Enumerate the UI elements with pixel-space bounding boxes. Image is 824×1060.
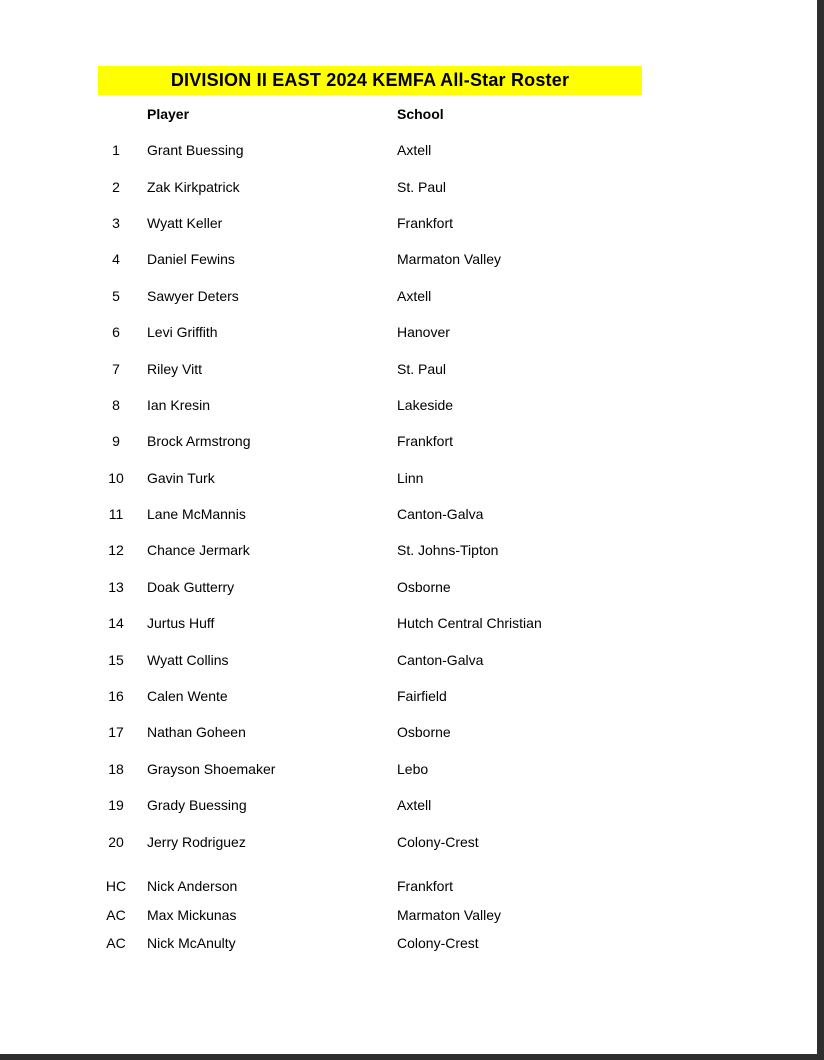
table-row — [98, 823, 718, 859]
player-school: Hutch Central Christian — [397, 615, 542, 632]
player-name: Levi Griffith — [147, 324, 218, 341]
table-row — [98, 278, 718, 314]
title-highlight — [98, 66, 642, 95]
player-name: Riley Vitt — [147, 360, 202, 377]
player-number: 3 — [112, 214, 120, 231]
player-school: Axtell — [397, 797, 432, 814]
table-row — [98, 132, 718, 168]
player-number: 7 — [112, 360, 120, 377]
table-row — [98, 168, 718, 204]
player-name: Chance Jermark — [147, 542, 250, 559]
table-row — [98, 678, 718, 714]
player-name: Grant Buessing — [147, 142, 244, 159]
player-name: Daniel Fewins — [147, 251, 235, 268]
coach-role: AC — [106, 906, 126, 923]
player-name: Jerry Rodriguez — [147, 833, 246, 850]
table-row — [98, 901, 718, 930]
player-number: 16 — [108, 688, 124, 705]
coach-name: Nick Anderson — [147, 878, 238, 895]
player-name: Doak Gutterry — [147, 578, 235, 595]
page-edge-right — [817, 0, 824, 1060]
player-column-header: Player — [147, 106, 190, 122]
school-column-header: School — [397, 106, 444, 122]
player-school: Osborne — [397, 724, 451, 741]
player-school: Axtell — [397, 287, 432, 304]
coach-school: Frankfort — [397, 878, 454, 895]
player-number: 10 — [108, 469, 124, 486]
player-school: Lebo — [397, 760, 429, 777]
table-row — [98, 787, 718, 823]
player-name: Gavin Turk — [147, 469, 215, 486]
player-school: St. Johns-Tipton — [397, 542, 499, 559]
player-number: 11 — [108, 506, 124, 523]
table-row — [98, 751, 718, 787]
player-rows — [98, 132, 718, 860]
player-school: St. Paul — [397, 360, 447, 377]
player-number: 12 — [108, 542, 124, 559]
player-number: 14 — [108, 615, 124, 632]
player-school: Osborne — [397, 578, 451, 595]
table-row — [98, 496, 718, 532]
table-row — [98, 314, 718, 350]
table-row — [98, 350, 718, 386]
player-school: Frankfort — [397, 433, 454, 450]
player-number: 5 — [112, 287, 120, 304]
table-row — [98, 423, 718, 459]
player-name: Nathan Goheen — [147, 724, 246, 741]
player-number: 6 — [112, 324, 120, 341]
player-school: Marmaton Valley — [397, 251, 502, 268]
player-number: 17 — [108, 724, 124, 741]
player-school: Frankfort — [397, 214, 454, 231]
coach-role: AC — [106, 935, 126, 952]
coach-school: Colony-Crest — [397, 935, 479, 952]
player-school: Linn — [397, 469, 424, 486]
table-row — [98, 205, 718, 241]
player-name: Wyatt Keller — [147, 214, 223, 231]
player-number: 19 — [108, 797, 124, 814]
player-name: Calen Wente — [147, 688, 228, 705]
player-name: Ian Kresin — [147, 396, 211, 413]
player-name: Grady Buessing — [147, 797, 247, 814]
player-school: Colony-Crest — [397, 833, 479, 850]
player-name: Brock Armstrong — [147, 433, 251, 450]
player-school: St. Paul — [397, 178, 447, 195]
player-number: 2 — [112, 178, 120, 195]
player-number: 1 — [112, 142, 120, 159]
player-number: 20 — [108, 833, 124, 850]
coach-school: Marmaton Valley — [397, 906, 502, 923]
table-header — [98, 103, 718, 125]
page-edge-bottom — [0, 1054, 824, 1060]
coach-rows — [98, 872, 718, 958]
player-number: 18 — [108, 760, 124, 777]
player-number: 15 — [108, 651, 124, 668]
player-name: Zak Kirkpatrick — [147, 178, 240, 195]
player-number: 4 — [112, 251, 120, 268]
player-school: Lakeside — [397, 396, 454, 413]
player-number: 8 — [112, 396, 120, 413]
player-name: Wyatt Collins — [147, 651, 229, 668]
table-row — [98, 605, 718, 641]
table-row — [98, 532, 718, 568]
table-row — [98, 387, 718, 423]
player-school: Canton-Galva — [397, 506, 484, 523]
player-school: Fairfield — [397, 688, 447, 705]
coach-name: Nick McAnulty — [147, 935, 236, 952]
player-number: 9 — [112, 433, 120, 450]
player-school: Axtell — [397, 142, 432, 159]
player-name: Grayson Shoemaker — [147, 760, 276, 777]
table-row — [98, 460, 718, 496]
table-row — [98, 872, 718, 901]
page-title: DIVISION II EAST 2024 KEMFA All-Star Roster — [170, 70, 570, 90]
player-name: Sawyer Deters — [147, 287, 239, 304]
player-name: Lane McMannis — [147, 506, 246, 523]
player-name: Jurtus Huff — [147, 615, 215, 632]
table-row — [98, 714, 718, 750]
player-school: Canton-Galva — [397, 651, 484, 668]
table-row — [98, 929, 718, 958]
table-row — [98, 569, 718, 605]
table-row — [98, 641, 718, 677]
player-number: 13 — [108, 578, 124, 595]
coach-role: HC — [105, 878, 127, 895]
table-row — [98, 241, 718, 277]
player-school: Hanover — [397, 324, 450, 341]
coach-name: Max Mickunas — [147, 906, 237, 923]
